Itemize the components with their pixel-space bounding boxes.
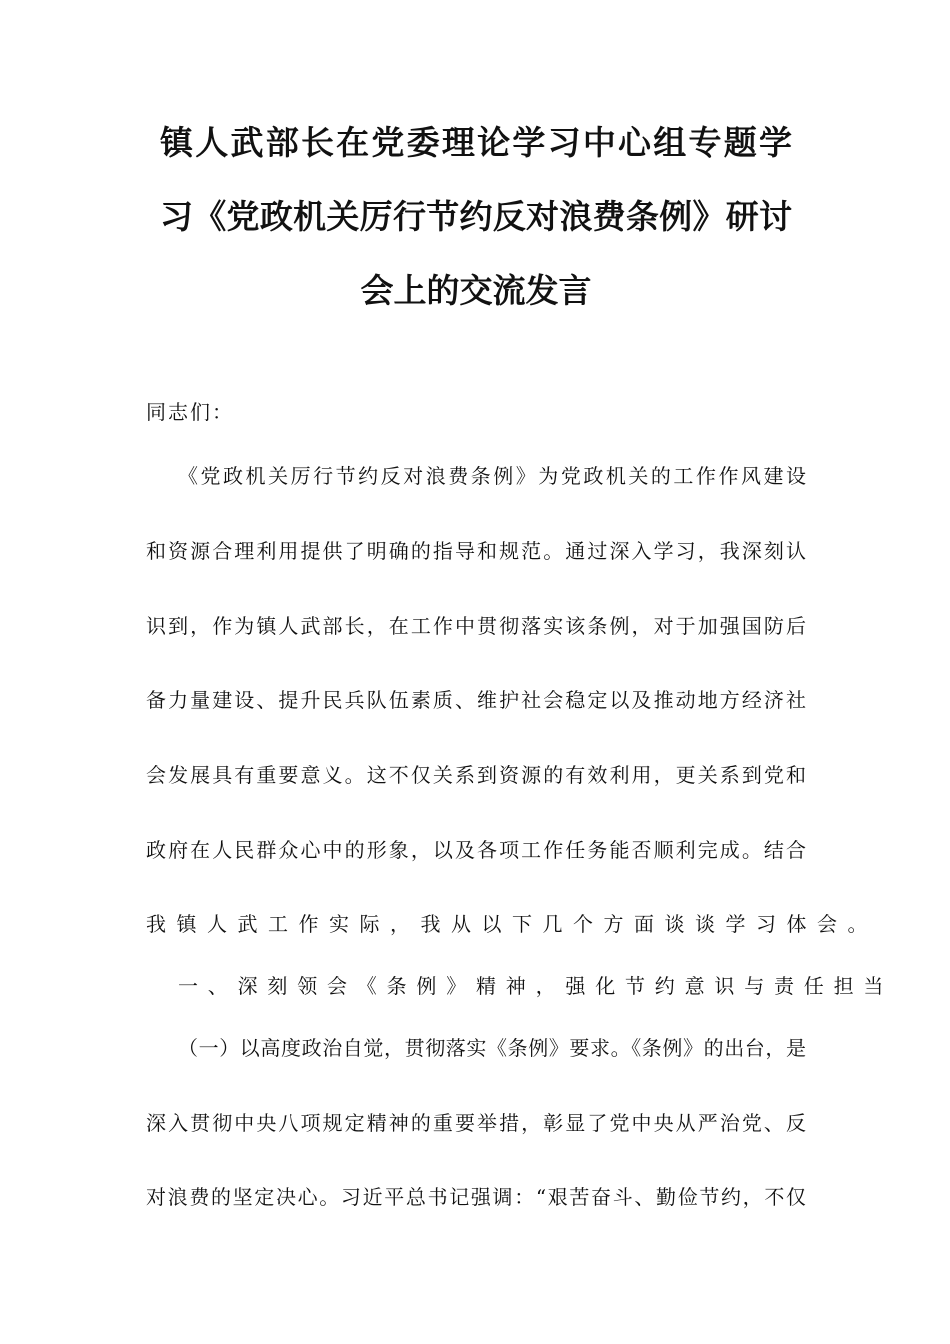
body-line: 对浪费的坚定决心。习近平总书记强调：“艰苦奋斗、勤俭节约，不仅 (146, 1185, 806, 1209)
body-line: 《党政机关厉行节约反对浪费条例》为党政机关的工作作风建设 (178, 464, 806, 488)
document-title-line-2: 习《党政机关厉行节约反对浪费条例》研讨 (160, 197, 792, 236)
subsection-line: （一）以高度政治自觉，贯彻落实《条例》要求。《条例》的出台，是 (178, 1036, 806, 1060)
body-line: 和资源合理利用提供了明确的指导和规范。通过深入学习，我深刻认 (146, 539, 806, 563)
body-line: 识到，作为镇人武部长，在工作中贯彻落实该条例，对于加强国防后 (146, 614, 806, 638)
document-title-line-3: 会上的交流发言 (360, 271, 592, 310)
body-line: 会发展具有重要意义。这不仅关系到资源的有效利用，更关系到党和 (146, 763, 806, 787)
body-line: 我镇人武工作实际，我从以下几个方面谈谈学习体会。 (146, 912, 878, 936)
section-heading: 一、深刻领会《条例》精神，强化节约意识与责任担当 (178, 974, 894, 998)
body-line: 深入贯彻中央八项规定精神的重要举措，彰显了党中央从严治党、反 (146, 1111, 806, 1135)
salutation: 同志们： (146, 400, 234, 424)
document-title-line-1: 镇人武部长在党委理论学习中心组专题学 (160, 123, 792, 162)
body-line: 备力量建设、提升民兵队伍素质、维护社会稳定以及推动地方经济社 (146, 688, 806, 712)
body-line: 政府在人民群众心中的形象，以及各项工作任务能否顺利完成。结合 (146, 838, 806, 862)
